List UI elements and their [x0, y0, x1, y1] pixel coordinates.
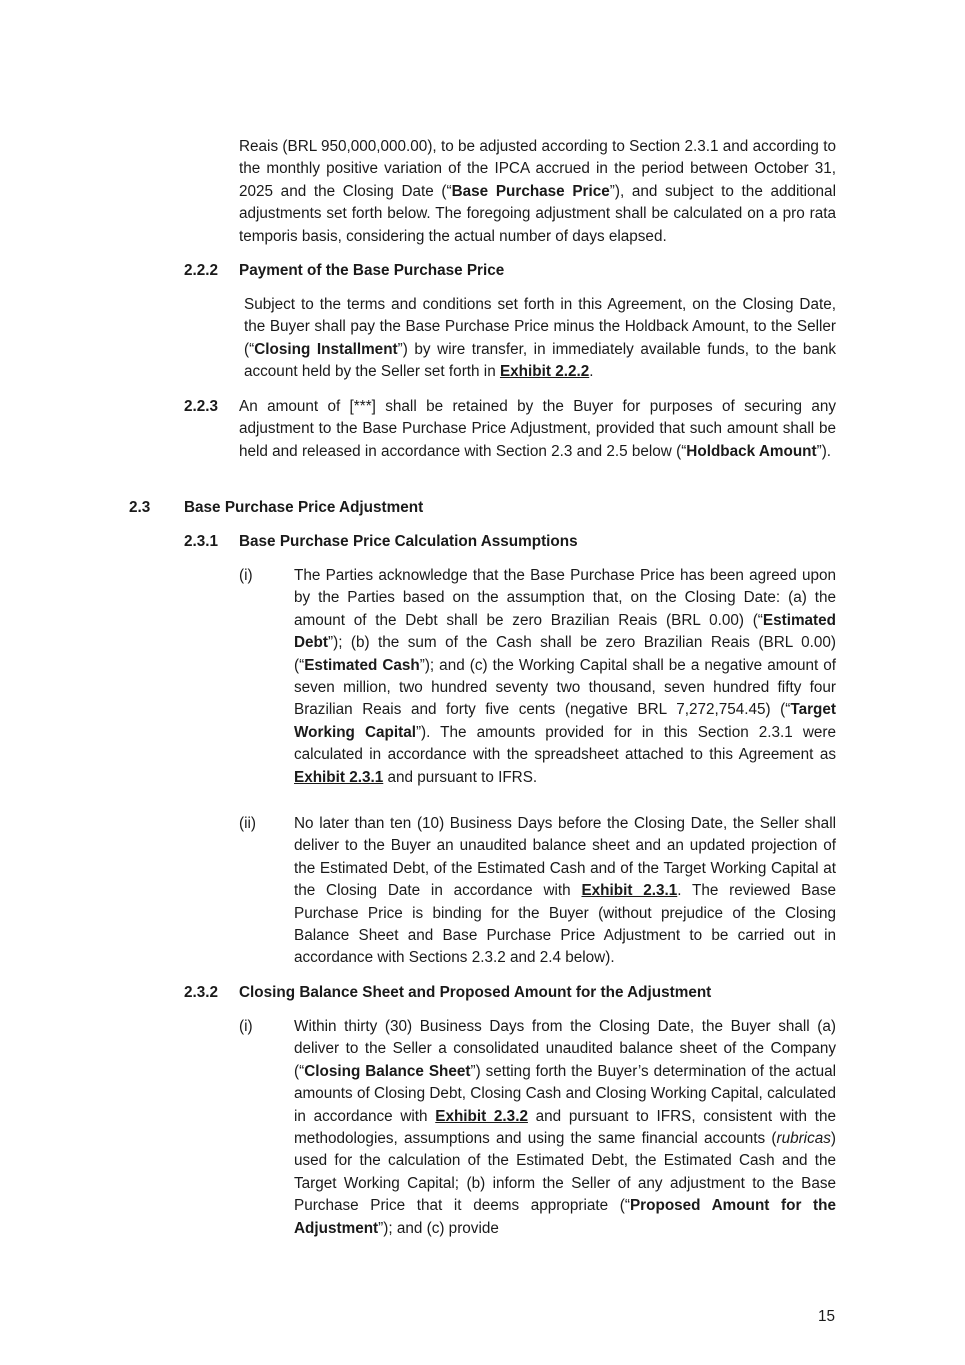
exhibit-2-3-2-reference: Exhibit 2.3.2 — [435, 1107, 528, 1125]
intro-paragraph — [239, 136, 836, 248]
s231i-text-5: and pursuant to IFRS. — [383, 768, 538, 786]
defined-term-proposed-amount-for-the-adjustment: Proposed Amount for the Adjustment — [294, 1197, 836, 1237]
s231ii-text-2: . The reviewed Base Purchase Price is binding for the Buyer (without prejudice of the Closing Balance Sheet and Base Purchase Price Adjustment to be carried out in accordance with Sections 2.3.2 and 2.4 below). — [294, 882, 836, 967]
s222-text-1: Subject to the terms and conditions set forth in this Agreement, on the Closing Date, the Buyer shall pay the Base Purchase Price minus the Holdback Amount, to the Seller (“ — [244, 296, 836, 358]
s231i-text-4: ”). The amounts provided for in this Section 2.3.1 were calculated in accordance with the spreadsheet attached to this Agreement as — [294, 723, 836, 764]
section-heading-2-3: Base Purchase Price Adjustment — [184, 499, 424, 516]
exhibit-2-3-1-reference: Exhibit 2.3.1 — [581, 882, 678, 900]
s232i-text-1: Within thirty (30) Business Days from the Closing Date, the Buyer shall (a) deliver to the Seller a consolidated unaudited balance sheet of the Company (“ — [294, 1018, 836, 1080]
defined-term-base-purchase-price: Base Purchase Price — [451, 182, 610, 200]
section-heading-2-3-1: Base Purchase Price Calculation Assumptions — [239, 533, 578, 550]
s223-text-2: ”). — [816, 442, 832, 460]
s231i-text-1: The Parties acknowledge that the Base Purchase Price has been agreed upon by the Parties based on the assumption that, on the Closing Date: (a) the amount of the Debt shall be zero Brazilian Reais (BRL 0.00) (“ — [294, 567, 836, 629]
defined-term-target-working-capital: Target Working Capital — [294, 701, 836, 741]
exhibit-2-2-2-reference: Exhibit 2.2.2 — [499, 363, 590, 381]
s223-text-1: An amount of [***] shall be retained by the Buyer for purposes of securing any adjustment to the Base Purchase Price Adjustment, provided that such amount shall be held and released in accordance with Section 2.3 and 2.5 below (“ — [239, 398, 836, 460]
s231i-text-3: ”); and (c) the Working Capital shall be a negative amount of seven million, two hundred seventy two thousand, seven hundred fifty four Brazilian Reais and forty five cents (negative BRL 7,272,754.45) (“ — [294, 656, 836, 719]
defined-term-estimated-cash: Estimated Cash — [304, 656, 420, 674]
s232i-text-3: and pursuant to IFRS, consistent with the methodologies, assumptions and using the same financial accounts ( — [294, 1107, 836, 1148]
exhibit-2-3-1-reference: Exhibit 2.3.1 — [294, 768, 384, 786]
section-2-3-1-ii-body — [294, 813, 836, 970]
section-2-2-2-body — [244, 294, 836, 384]
defined-term-closing-installment: Closing Installment — [254, 340, 398, 358]
intro-text-2: ”), and subject to the additional adjustments set forth below. The foregoing adjustment shall be calculated on a pro rata temporis basis, considering the actual number of days elapsed. — [239, 182, 836, 245]
item-label-2-3-1-ii: (ii) — [239, 815, 256, 832]
defined-term-estimated-debt: Estimated Debt — [294, 611, 836, 652]
s222-text-3: . — [589, 363, 594, 381]
italic-term-rubricas: rubricas — [776, 1130, 831, 1148]
s232i-text-4: ) used for the calculation of the Estimated Debt, the Estimated Cash and the Target Working Capital; (b) inform the Seller of any adjustment to the Base Purchase Price that it deems appropriate (“ — [294, 1130, 836, 1215]
section-2-3-1-i-body — [294, 565, 836, 789]
defined-term-closing-balance-sheet: Closing Balance Sheet — [304, 1062, 471, 1080]
item-label-2-3-2-i: (i) — [239, 1018, 253, 1035]
section-number-2-2-3: 2.2.3 — [184, 398, 219, 415]
s231i-text-2: ”); (b) the sum of the Cash shall be zero Brazilian Reais (BRL 0.00) (“ — [294, 634, 836, 674]
intro-text-1: Reais (BRL 950,000,000.00), to be adjusted according to Section 2.3.1 and according to the monthly positive variation of the IPCA accrued in the period between October 31, 2025 and the Closing Date (“ — [239, 138, 836, 200]
s231ii-text-1: No later than ten (10) Business Days before the Closing Date, the Seller shall deliver to the Buyer an unaudited balance sheet and an updated projection of the Estimated Debt, of the Estimated Cash and of the Target Working Capital at the Closing Date in accordance with — [294, 815, 836, 900]
s232i-text-2: ”) setting forth the Buyer’s determination of the actual amounts of Closing Debt, Closing Cash and Closing Working Capital, calculated in accordance with — [294, 1062, 836, 1125]
section-number-2-2-2: 2.2.2 — [184, 262, 219, 279]
section-heading-2-2-2: Payment of the Base Purchase Price — [239, 262, 505, 279]
section-number-2-3-1: 2.3.1 — [184, 533, 219, 550]
section-number-2-3: 2.3 — [129, 499, 151, 516]
item-label-2-3-1-i: (i) — [239, 567, 253, 584]
section-heading-2-3-2: Closing Balance Sheet and Proposed Amount for the Adjustment — [239, 984, 712, 1001]
section-2-2-3-body — [239, 396, 836, 463]
s232i-text-5: ”); and (c) provide — [378, 1219, 499, 1237]
defined-term-holdback-amount: Holdback Amount — [686, 442, 817, 460]
section-2-3-2-i-body — [294, 1016, 836, 1240]
section-number-2-3-2: 2.3.2 — [184, 984, 219, 1001]
page-number: 15 — [818, 1308, 836, 1325]
s222-text-2: ”) by wire transfer, in immediately available funds, to the bank account held by the Seller set forth in — [244, 340, 836, 381]
